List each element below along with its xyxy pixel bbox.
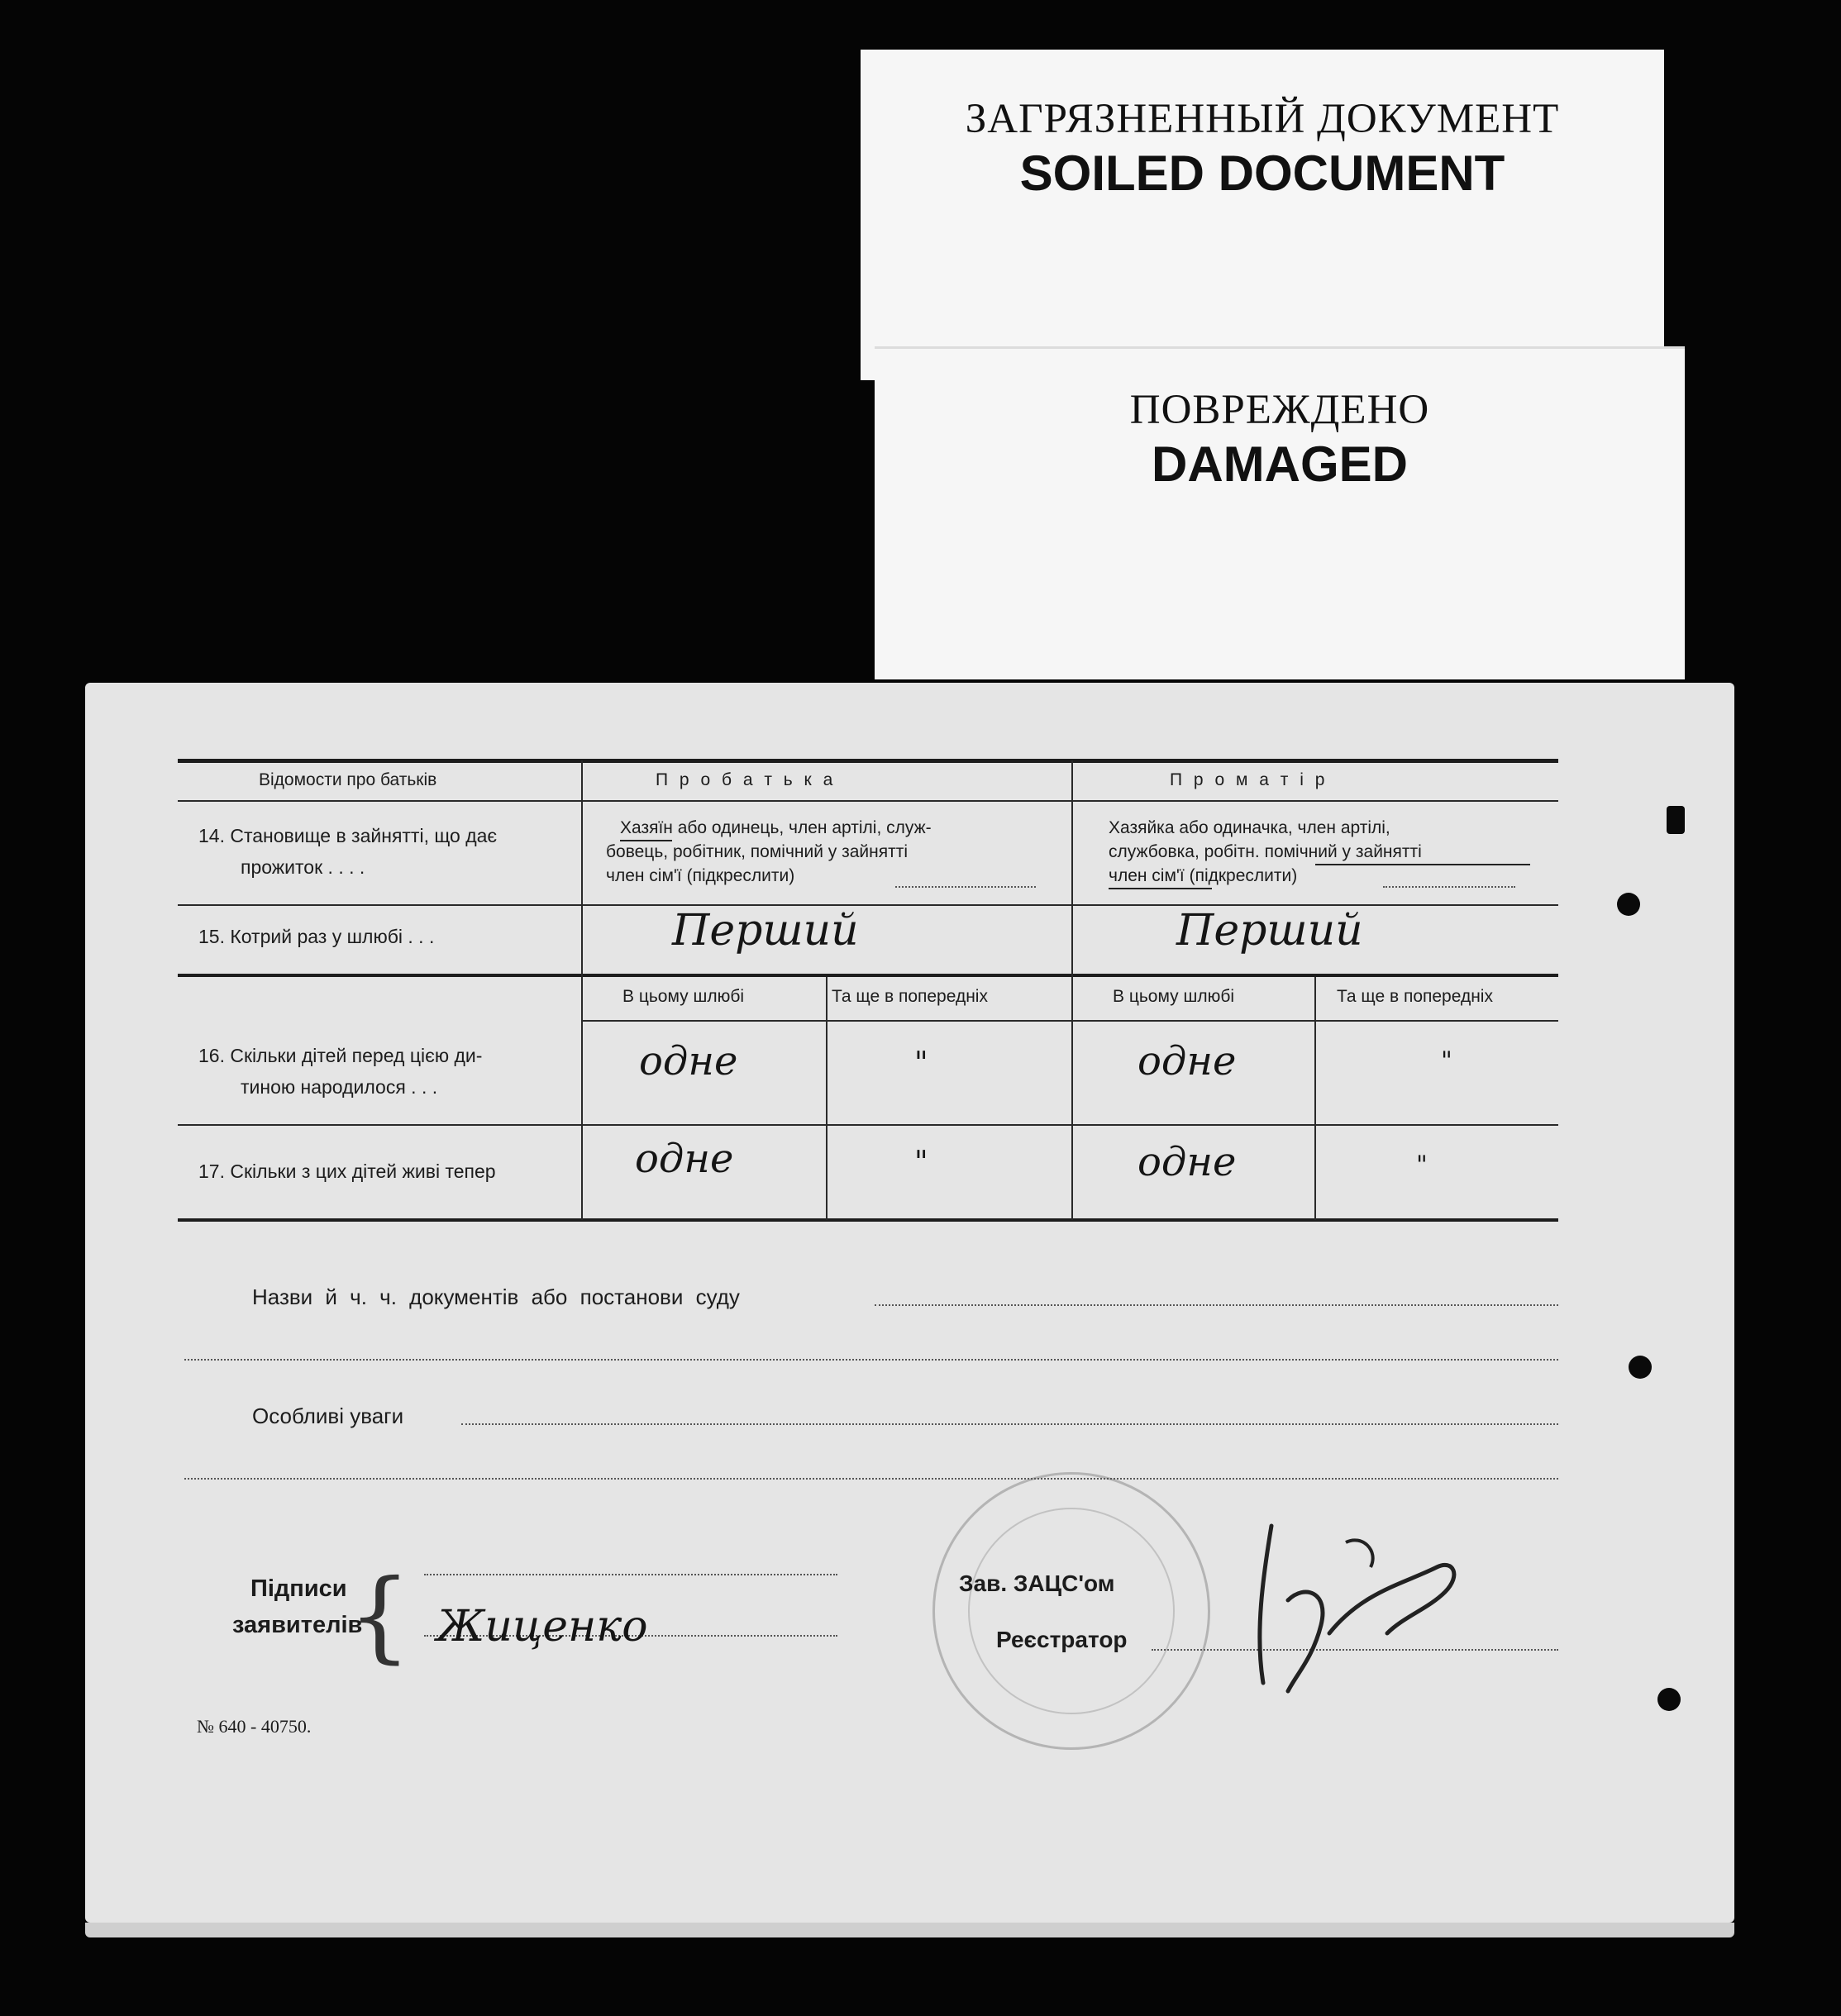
mother-previous: Та ще в попередніх [1337,987,1493,1006]
mother-this-marriage: В цьому шлюбі [1113,987,1235,1006]
form-number: № 640 - 40750. [197,1716,312,1737]
col-divider-father-sub [826,977,827,1220]
signatures-label-1: Підписи [250,1575,347,1602]
row14-father-3: член сім'ї (підкреслити) [606,866,795,885]
applicant-signature: Жиценко [436,1602,648,1651]
row16-rule [178,1124,1558,1126]
damaged-document-label [875,349,1685,679]
signatures-label-2: заявителів [232,1612,363,1638]
row14-father-2: бовець, робітник, помічний у зайнятті [606,842,909,861]
head-label: Зав. ЗАЦС'ом [959,1570,1115,1596]
row14-father-1: Хазяїн або одинець, член артілі, служ- [620,818,932,837]
father-this-marriage: В цьому шлюбі [622,987,745,1006]
row15-label: 15. Котрий раз у шлюбі . . . [198,926,435,947]
header-father: П р о б а т ь к а [656,770,837,789]
notes-label: Особливі уваги [252,1404,404,1428]
row16-label: 16. Скільки дітей перед цією ди- [198,1045,483,1066]
table-top-rule [178,759,1558,763]
header-mother: П р о м а т і р [1170,770,1328,789]
damaged-label-ru: ПОВРЕЖДЕНО [1129,387,1430,433]
documents-label: Назви й ч. ч. документів або постанови суду [252,1284,740,1309]
punch-hole [1667,806,1685,834]
soiled-label-ru: ЗАГРЯЗНЕННЫЙ ДОКУМЕНТ [965,96,1560,142]
row14-label-cont: прожиток . . . . [241,856,365,878]
signatures-brace: { [348,1559,412,1674]
office-stamp [932,1472,1210,1750]
sheet-edge [85,1923,1734,1937]
row17-mother-prev: " [1416,1151,1428,1180]
punch-hole [1629,1356,1652,1379]
row17-mother-this: одне [1138,1139,1237,1185]
row14-label: 14. Становище в зайнятті, що дає [198,825,498,846]
row14-mother-1: Хазяйка або одиначка, член артілі, [1109,818,1390,837]
father-underline-owner [620,840,672,841]
row17-label: 17. Скільки з цих дітей живі тепер [198,1161,496,1182]
damaged-label-en: DAMAGED [1152,436,1408,492]
punch-hole [1657,1688,1681,1711]
signature-line-1 [424,1574,837,1575]
table-bottom-rule [178,1218,1558,1222]
notes-line-2 [184,1478,1558,1480]
subheader-rule [581,1020,1558,1022]
registrar-signature [1238,1509,1503,1716]
col-divider-info [581,760,583,1220]
soiled-document-label [861,50,1664,380]
row14-mother-3: член сім'ї (підкреслити) [1109,866,1298,885]
row14-mother-2: службовка, робітн. помічний у зайнятті [1109,842,1422,861]
col-divider-father [1071,760,1073,1220]
registration-form-sheet [85,683,1734,1923]
mother-underline-family [1109,888,1212,889]
row16-father-this: одне [639,1038,738,1084]
row14-father-dots [895,886,1036,888]
documents-line-1 [875,1304,1558,1306]
registrar-label: Реєстратор [996,1627,1128,1652]
header-rule [178,800,1558,802]
documents-line-2 [184,1359,1558,1361]
row15-father-value: Перший [672,906,859,956]
row17-father-this: одне [635,1136,734,1182]
row17-father-prev: " [914,1146,928,1180]
row15-rule [178,974,1558,977]
punch-hole [1617,893,1640,916]
row16-label-cont: тиною народилося . . . [241,1076,438,1098]
row15-mother-value: Перший [1176,906,1363,956]
row16-mother-prev: " [1441,1046,1452,1075]
header-info: Відомости про батьків [259,770,437,789]
col-divider-mother-sub [1314,977,1316,1220]
mother-underline-helper [1315,864,1530,865]
row14-mother-dots [1383,886,1515,888]
row16-mother-this: одне [1138,1038,1237,1084]
notes-line-1 [461,1423,1558,1425]
soiled-label-en: SOILED DOCUMENT [1019,145,1505,201]
row16-father-prev: " [914,1046,928,1080]
father-previous: Та ще в попередніх [832,987,988,1006]
